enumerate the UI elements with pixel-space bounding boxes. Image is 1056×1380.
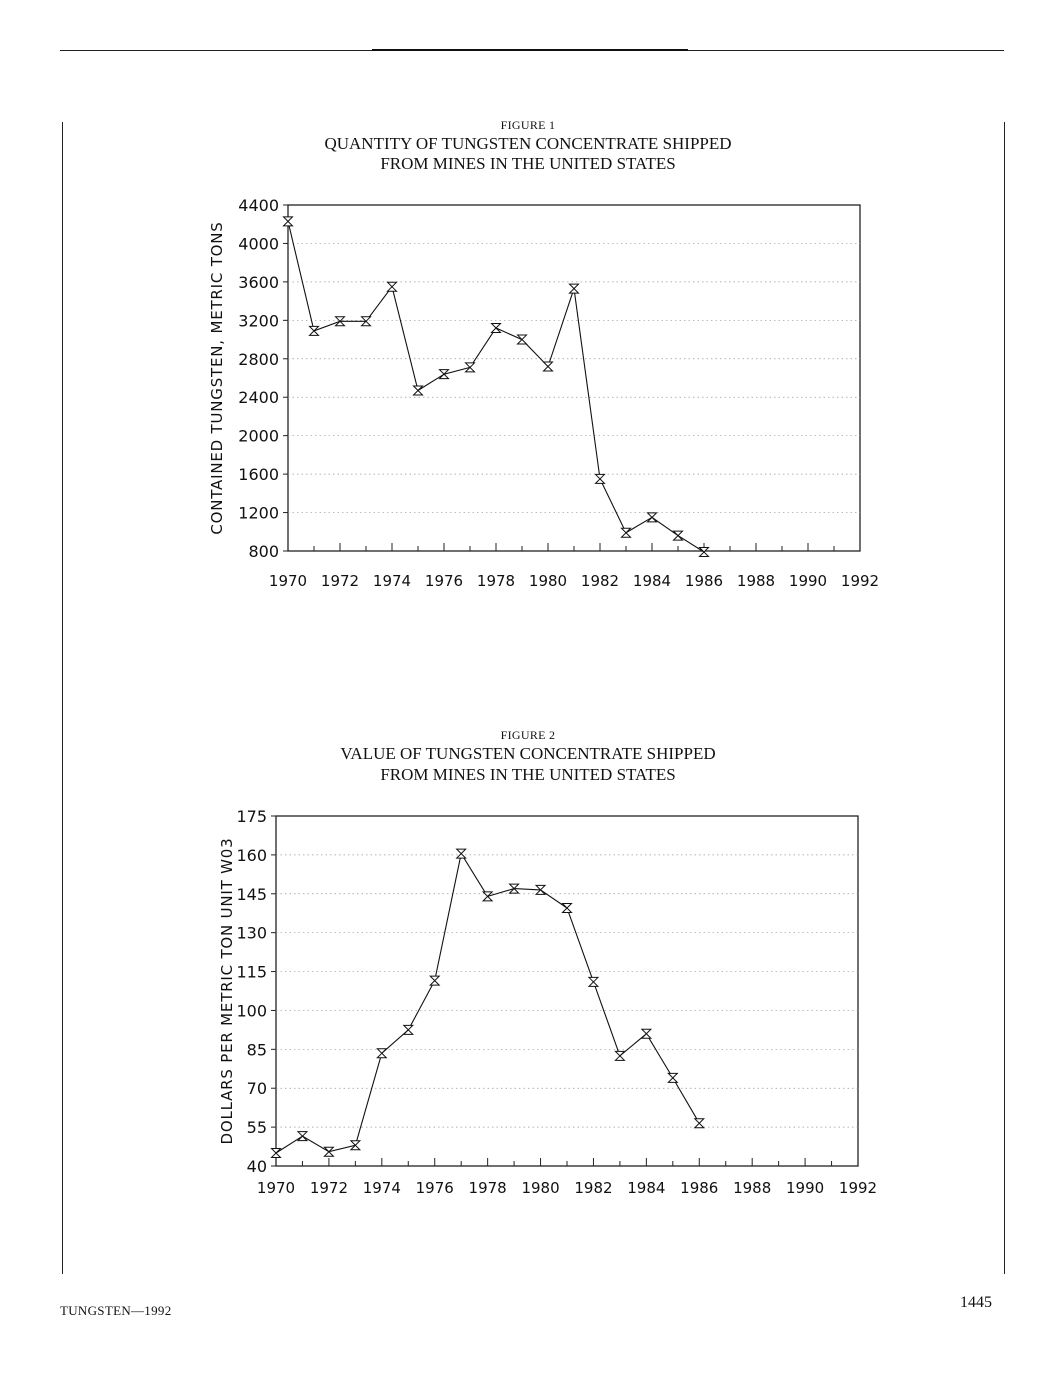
x-tick-label: 1982 bbox=[574, 1179, 613, 1197]
x-tick-label: 1984 bbox=[627, 1179, 666, 1197]
data-point-1971 bbox=[298, 1132, 307, 1141]
running-footer: TUNGSTEN—1992 bbox=[60, 1303, 172, 1318]
y-tick-label: 70 bbox=[246, 1079, 267, 1099]
data-point-1974 bbox=[377, 1049, 386, 1058]
data-point-1984 bbox=[642, 1029, 651, 1038]
x-tick-label: 1988 bbox=[736, 572, 776, 590]
y-tick-label: 3200 bbox=[238, 311, 279, 331]
y-tick-label: 1200 bbox=[238, 503, 279, 523]
data-point-1970 bbox=[272, 1149, 281, 1158]
y-tick-label: 2000 bbox=[238, 426, 279, 446]
x-tick-label: 1976 bbox=[424, 572, 464, 590]
y-tick-label: 40 bbox=[246, 1157, 267, 1176]
data-point-1973 bbox=[351, 1141, 360, 1150]
x-tick-label: 1982 bbox=[580, 572, 620, 590]
x-tick-label: 1978 bbox=[476, 572, 516, 590]
x-tick-label: 1990 bbox=[788, 572, 828, 590]
data-point-1978 bbox=[483, 892, 492, 901]
y-tick-label: 4000 bbox=[238, 234, 279, 254]
x-tick-label: 1976 bbox=[415, 1179, 454, 1197]
x-tick-label: 1978 bbox=[468, 1179, 507, 1197]
x-tick-label: 1970 bbox=[256, 1179, 296, 1197]
x-tick-label: 1974 bbox=[362, 1179, 401, 1197]
figure-2-label: FIGURE 2 bbox=[500, 728, 556, 742]
y-tick-label: 175 bbox=[236, 807, 267, 826]
y-tick-label: 800 bbox=[248, 542, 279, 561]
x-tick-label: 1992 bbox=[838, 1179, 878, 1197]
data-point-1985 bbox=[668, 1073, 677, 1082]
y-tick-label: 115 bbox=[236, 962, 267, 982]
x-tick-label: 1980 bbox=[521, 1179, 560, 1197]
x-tick-label: 1988 bbox=[733, 1179, 772, 1197]
x-tick-label: 1986 bbox=[684, 572, 724, 590]
data-point-1982 bbox=[589, 977, 598, 986]
data-point-1977 bbox=[457, 849, 466, 858]
x-tick-label: 1970 bbox=[268, 572, 308, 590]
y-tick-label: 3600 bbox=[238, 272, 279, 292]
y-tick-label: 2800 bbox=[238, 349, 279, 369]
x-tick-label: 1972 bbox=[309, 1179, 349, 1197]
x-tick-label: 1974 bbox=[372, 572, 412, 590]
figure-2-title-line1: VALUE OF TUNGSTEN CONCENTRATE SHIPPED bbox=[340, 744, 716, 763]
data-point-1975 bbox=[404, 1025, 413, 1034]
y-tick-label: 85 bbox=[246, 1040, 267, 1060]
y-tick-label: 145 bbox=[236, 884, 267, 904]
data-point-1986 bbox=[695, 1119, 704, 1128]
plot-frame bbox=[276, 816, 858, 1166]
x-tick-label: 1972 bbox=[320, 572, 360, 590]
x-tick-label: 1986 bbox=[680, 1179, 719, 1197]
y-tick-label: 100 bbox=[236, 1001, 267, 1021]
x-tick-label: 1992 bbox=[840, 572, 880, 590]
figure-1-title-line1: QUANTITY OF TUNGSTEN CONCENTRATE SHIPPED bbox=[324, 134, 732, 153]
y-axis-title: CONTAINED TUNGSTEN, METRIC TONS bbox=[208, 221, 226, 535]
figure-2-title-line2: FROM MINES IN THE UNITED STATES bbox=[380, 765, 676, 784]
data-point-1976 bbox=[430, 976, 439, 985]
y-tick-label: 130 bbox=[236, 923, 267, 943]
data-point-1981 bbox=[563, 904, 572, 913]
x-tick-label: 1984 bbox=[632, 572, 672, 590]
figure-1-label: FIGURE 1 bbox=[500, 118, 556, 132]
x-tick-label: 1980 bbox=[528, 572, 568, 590]
data-point-1983 bbox=[615, 1051, 624, 1060]
y-tick-label: 1600 bbox=[238, 465, 279, 485]
x-tick-label: 1990 bbox=[785, 1179, 825, 1197]
figure-1-title-line2: FROM MINES IN THE UNITED STATES bbox=[380, 154, 676, 173]
y-tick-label: 160 bbox=[236, 845, 267, 865]
y-tick-label: 55 bbox=[246, 1118, 267, 1138]
y-axis-title: DOLLARS PER METRIC TON UNIT W03 bbox=[218, 837, 236, 1145]
y-tick-label: 4400 bbox=[238, 196, 279, 215]
y-tick-label: 2400 bbox=[238, 388, 279, 408]
page-number: 1445 bbox=[960, 1294, 992, 1311]
data-point-1972 bbox=[324, 1147, 333, 1156]
